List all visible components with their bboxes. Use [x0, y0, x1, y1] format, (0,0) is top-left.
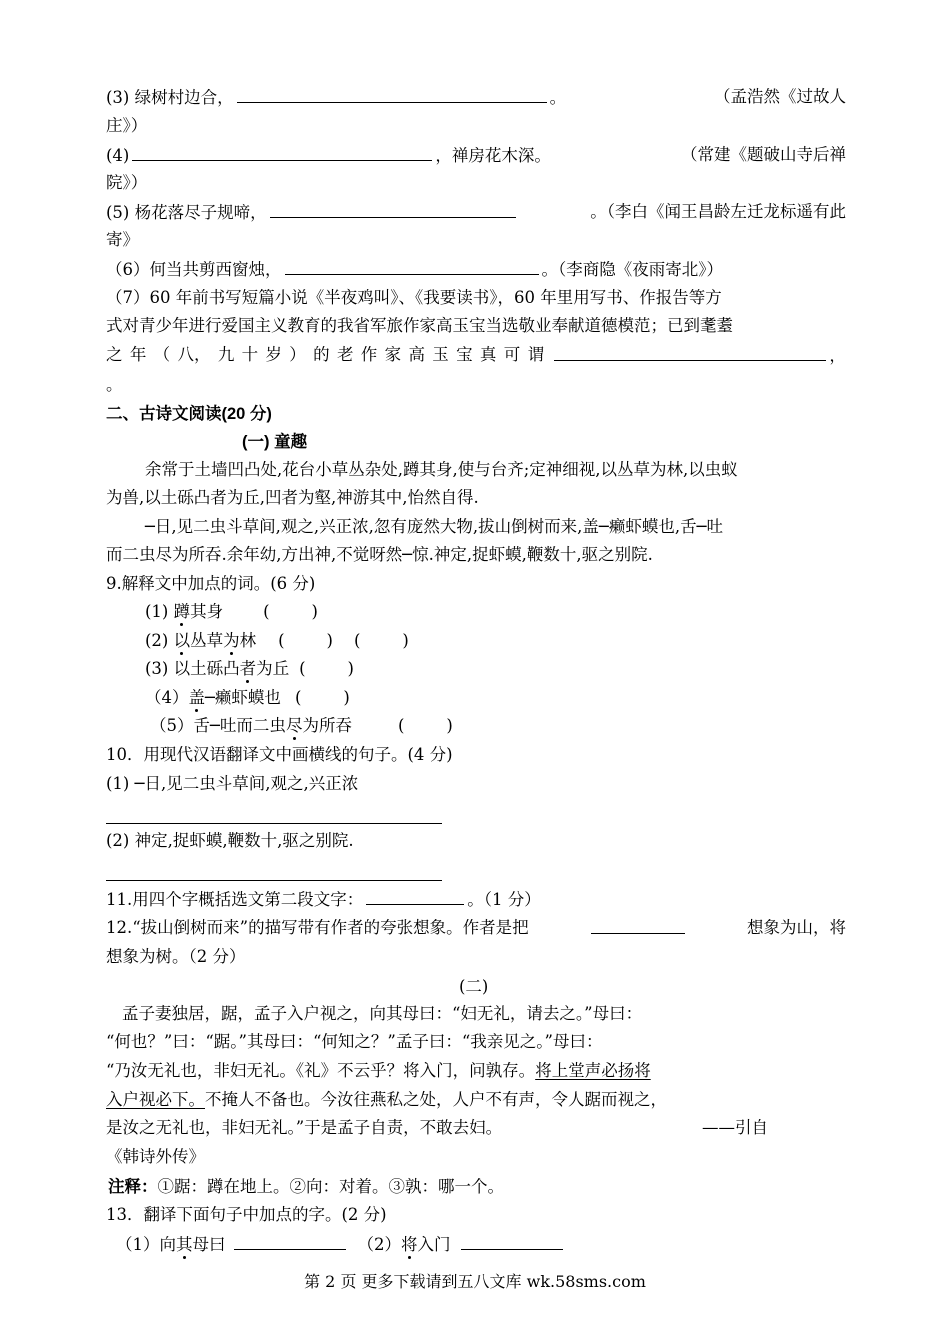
answer-blank[interactable]	[461, 1233, 563, 1250]
passage-text: 不掩人不备也。今汝往燕私之处，人户不有声，令人踞而视之，	[205, 1090, 667, 1109]
q4-text: ，禅房花木深。	[435, 146, 551, 165]
item-text: 为丘	[256, 659, 290, 678]
q11	[106, 888, 541, 911]
q7-char: 岁	[265, 345, 282, 364]
fill-in-q5	[106, 201, 846, 224]
q7-char: 玉	[432, 345, 449, 364]
q9-item4	[145, 687, 350, 709]
passage-text: “乃汝无礼也，非妇无礼。《礼》不云乎？将入门，问孰存。	[106, 1061, 536, 1080]
passage-text: 是汝之无礼也，非妇无礼。”于是孟子自责，不敢去妇。	[106, 1118, 503, 1137]
q10-sentence2: (2) 神定,捉虾蟆,鞭数十,驱之别院.	[106, 831, 354, 850]
q7-char: 九	[217, 345, 235, 364]
part2-line4	[106, 1089, 667, 1111]
q4-source: （常建《题破山寺后禅	[681, 145, 846, 164]
q7-char: 真	[479, 345, 497, 364]
q3-source-cont: 庄》）	[106, 116, 148, 135]
q3-text: (3) 绿树村边合，	[106, 88, 234, 107]
answer-blank[interactable]	[270, 201, 516, 218]
q7-char: 的	[313, 345, 330, 364]
part2-line6: 《韩诗外传》	[106, 1147, 205, 1166]
item-text: 其身	[190, 602, 224, 621]
dotted-word: 蹲	[173, 602, 191, 621]
answer-blank[interactable]	[591, 917, 685, 934]
q5-text: (5) 杨花落尽子规啼，	[106, 203, 267, 222]
q9-item3	[145, 658, 354, 680]
part1-title: (一) 童趣	[242, 433, 308, 451]
item-number: (2)	[145, 631, 174, 650]
q12-text: 想象为山，将	[747, 918, 846, 937]
item-text: （5）舌─吐而二虫	[150, 716, 286, 735]
part2-line5	[106, 1117, 768, 1139]
q7-char: 之	[106, 345, 123, 364]
q12-line2: 想象为树。（2 分）	[106, 947, 246, 966]
answer-line[interactable]	[106, 880, 442, 881]
dotted-word: 者	[239, 659, 257, 678]
q5-source: 。（李白《闻王昌龄左迁龙标遥有此	[590, 202, 846, 221]
q11-text: 11.用四个字概括选文第二段文字：	[106, 890, 364, 909]
item-number: （4）	[145, 688, 189, 707]
page-footer: 第 2 页 更多下载请到五八文库 wk.58sms.com	[304, 1272, 646, 1291]
q6-text: （6）何当共剪西窗烛，	[106, 260, 282, 279]
q13-items	[116, 1233, 566, 1256]
para1-line2: 为兽,以土砾凸者为丘,凹者为壑,神游其中,怡然自得.	[106, 488, 479, 507]
q9-item1	[145, 601, 318, 623]
answer-blank[interactable]	[132, 144, 432, 161]
note-text: ①踞：蹲在地上。②向：对着。③孰：哪一个。	[157, 1177, 504, 1196]
para2-line2: 而二虫尽为所吞.余年幼,方出神,不觉呀然─惊.神定,捉虾蟆,鞭数十,驱之别院.	[106, 545, 653, 564]
answer-paren[interactable]: ( )	[397, 716, 453, 735]
q7-char: 宝	[456, 345, 473, 364]
q9-item2	[145, 630, 409, 652]
q4-label: (4)	[106, 146, 130, 165]
q12-text: 12.“拔山倒树而来”的描写带有作者的夸张想象。作者是把	[106, 918, 529, 937]
q6-source: 。（李商隐《夜雨寄北》）	[541, 260, 723, 279]
q7-char: 年	[129, 345, 147, 364]
q7-char: 高	[408, 345, 425, 364]
part2-line2: “何也？”曰：“踞。”其母曰：“何知之？”孟子曰：“我亲见之。”母曰：	[106, 1032, 603, 1051]
q9-item5	[150, 715, 453, 737]
q7-line4: 。	[106, 375, 123, 394]
item-text: 为所吞	[302, 716, 352, 735]
answer-blank[interactable]	[234, 1233, 346, 1250]
underlined-sentence: 将上堂声必扬将	[535, 1061, 651, 1080]
fill-in-q4	[106, 144, 846, 167]
q3-source: （孟浩然《过故人	[714, 87, 846, 106]
answer-paren[interactable]: ( ) ( )	[278, 631, 409, 650]
answer-blank[interactable]	[237, 86, 547, 103]
item-text: 入门	[417, 1235, 451, 1254]
passage-source: ——引自	[702, 1118, 768, 1137]
note-label: 注释：	[108, 1178, 158, 1196]
item-number: （2）	[357, 1235, 401, 1254]
para2-line1: ─日,见二虫斗草间,观之,兴正浓,忽有庞然大物,拔山倒树而来,盖─癞虾蟆也,舌─吐	[145, 517, 724, 536]
q7-char: 作	[360, 345, 378, 364]
item-text: ─癞虾蟆也	[205, 688, 281, 707]
item-text: （1）向	[116, 1235, 176, 1254]
para1-line1: 余常于土墙凹凸处,花台小草丛杂处,蹲其身,使与台齐;定神细视,以丛草为林,以虫蚁	[145, 460, 738, 479]
q12-line1	[106, 917, 846, 939]
q7-char: 可	[503, 345, 521, 364]
q3-period: 。	[549, 88, 567, 107]
q7-line3	[106, 344, 846, 367]
q10-stem: 10．用现代汉语翻译文中画横线的句子。(4 分)	[106, 745, 453, 764]
answer-blank[interactable]	[554, 344, 826, 361]
answer-paren[interactable]: ( )	[263, 602, 318, 621]
q7-line1: （7）60 年前书写短篇小说《半夜鸡叫》、《我要读书》，60 年里用写书、作报告等方	[106, 288, 722, 307]
q7-char: 谓	[527, 345, 545, 364]
q7-comma: ，	[829, 346, 846, 365]
q7-char: （	[153, 345, 171, 364]
part2-line1: 孟子妻独居，踞，孟子入户视之，向其母曰：“妇无礼，请去之。”母曰：	[122, 1004, 643, 1023]
part2-line3	[106, 1060, 651, 1082]
answer-blank[interactable]	[366, 888, 464, 905]
section-heading: 二、古诗文阅读(20 分)	[106, 405, 272, 423]
answer-paren[interactable]: ( )	[294, 688, 350, 707]
q7-char: ）	[289, 345, 306, 364]
q4-source-cont: 院》）	[106, 173, 148, 192]
dotted-word: 以	[173, 631, 191, 650]
part2-note	[108, 1176, 504, 1198]
q7-char: 老	[336, 345, 354, 364]
fill-in-q3	[106, 86, 846, 109]
dotted-word: 盖	[188, 688, 205, 707]
answer-paren[interactable]: ( )	[299, 659, 354, 678]
q7-char: 家	[384, 345, 402, 364]
answer-line[interactable]	[106, 823, 442, 824]
part2-title: (二)	[459, 977, 489, 996]
q13-stem: 13．翻译下面句子中加点的字。(2 分)	[106, 1205, 387, 1224]
q7-line2: 式对青少年进行爱国主义教育的我省军旅作家高玉宝当选敬业奉献道德模范；已到耄耋	[106, 316, 733, 335]
q9-stem: 9.解释文中加点的词。(6 分)	[106, 574, 316, 593]
q5-source-cont: 寄》	[106, 230, 139, 249]
q7-char: 十	[241, 345, 259, 364]
dotted-word: 为	[223, 631, 240, 650]
item-number: (1)	[145, 602, 174, 621]
q10-sentence1: (1) ─日,见二虫斗草间,观之,兴正浓	[106, 774, 359, 793]
item-text: (3) 以土砾凸	[145, 659, 240, 678]
dotted-word: 尽	[285, 716, 303, 735]
dotted-word: 其	[176, 1235, 193, 1254]
q7-char: 八，	[177, 345, 211, 364]
q11-score: 。（1 分）	[467, 890, 541, 909]
item-text: 林	[239, 631, 257, 650]
fill-in-q6	[106, 258, 723, 281]
dotted-word: 将	[401, 1235, 418, 1254]
item-text: 丛草	[190, 631, 224, 650]
answer-blank[interactable]	[285, 258, 539, 275]
item-text: 母曰	[192, 1235, 226, 1254]
underlined-sentence: 入户视必下。	[106, 1090, 205, 1109]
